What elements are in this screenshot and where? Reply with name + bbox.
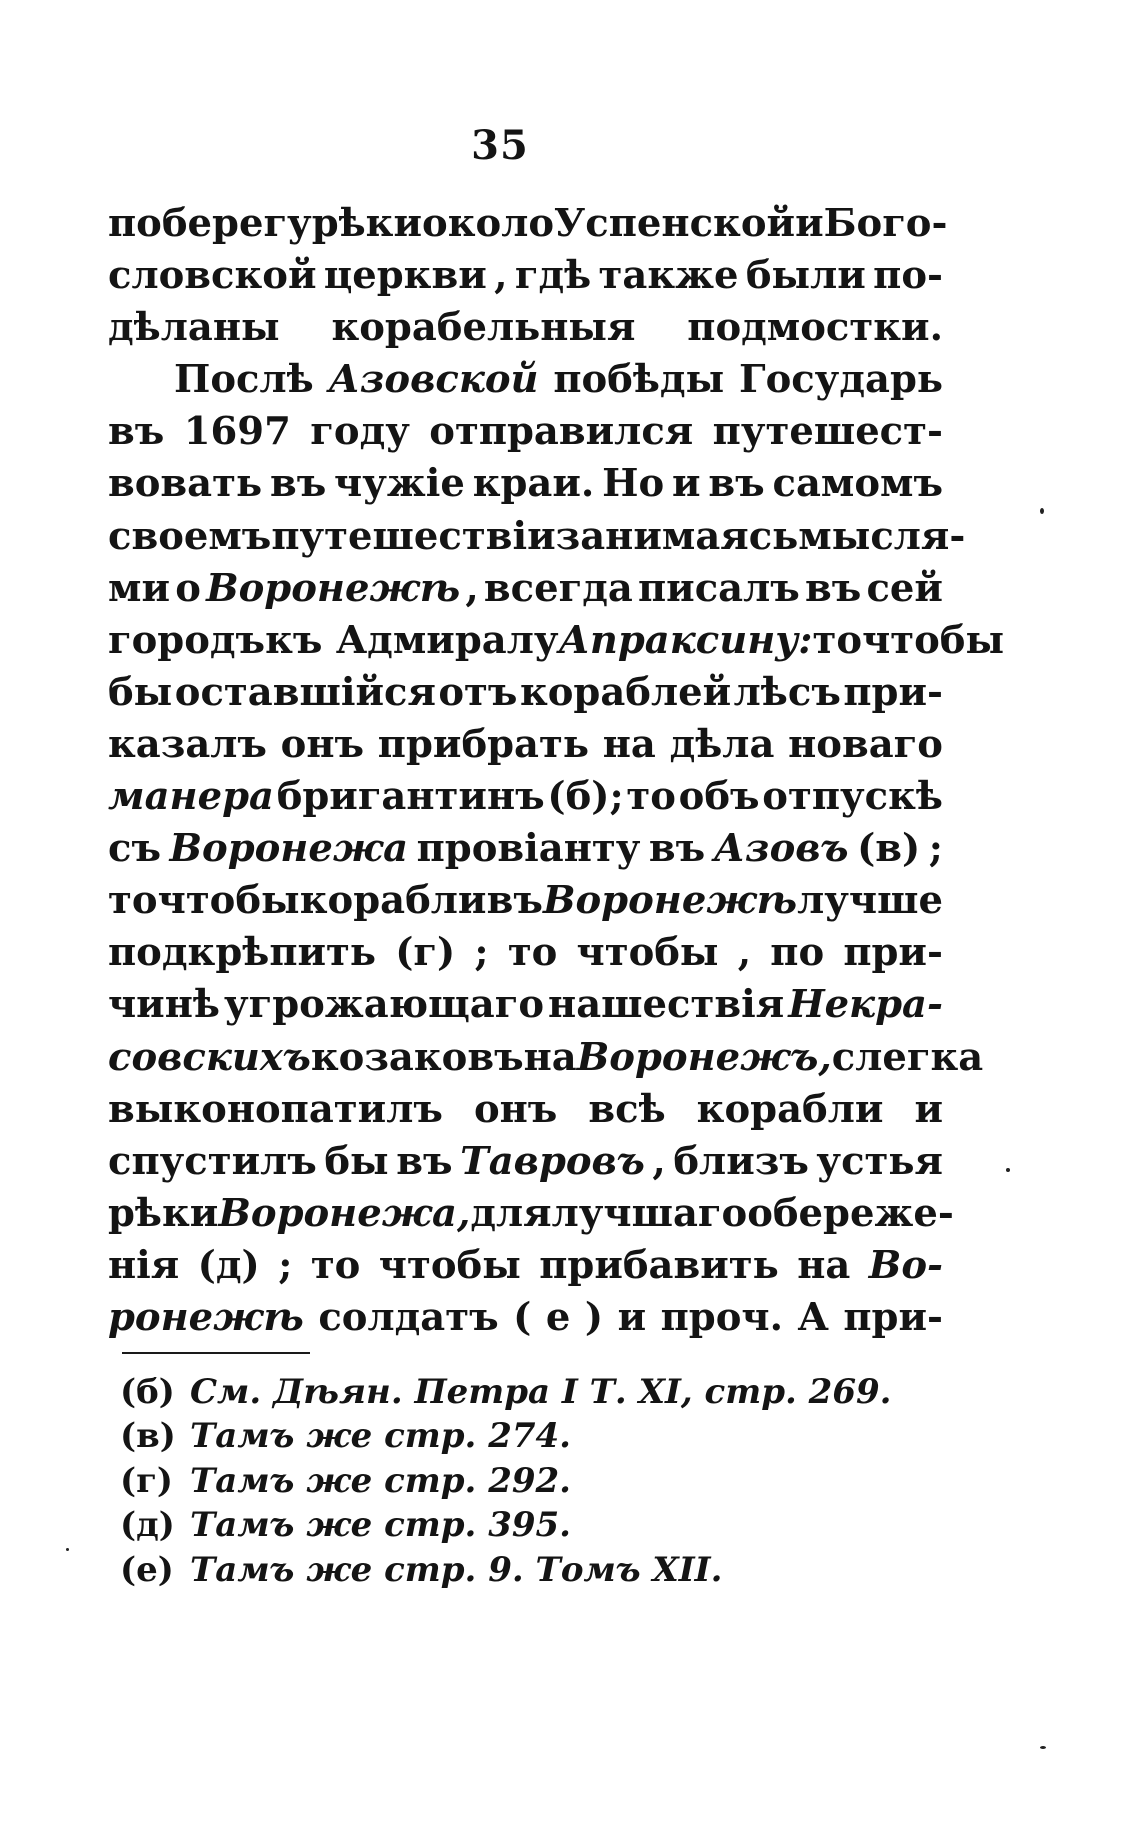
word: гдѣ: [514, 253, 592, 299]
word: въ: [486, 878, 543, 924]
text-line: [108, 1240, 943, 1292]
word: то: [812, 617, 863, 663]
word: Воронежа: [169, 826, 409, 872]
word: чинѣ: [108, 982, 220, 1028]
word: подмостки.: [687, 305, 943, 351]
word: вовать: [108, 461, 263, 507]
word: и: [914, 1086, 943, 1132]
word: путешествіи: [271, 513, 556, 559]
text-line: [108, 198, 948, 250]
word: е: [545, 1294, 571, 1340]
word: чтобы: [378, 1242, 521, 1288]
word: Тавровъ: [460, 1138, 645, 1184]
word: чужіе: [334, 461, 465, 507]
footnote-text: Тамъ же стр. 395.: [190, 1505, 572, 1546]
word: Воронежѣ: [542, 878, 798, 924]
word: солдатъ: [318, 1294, 499, 1340]
word: около: [422, 201, 555, 246]
word: то: [310, 1242, 361, 1288]
footnote-text: Тамъ же стр. 9. Томъ XII.: [190, 1549, 723, 1590]
word: словской: [108, 253, 317, 299]
word: (: [513, 1294, 532, 1340]
word: по: [108, 201, 162, 246]
word: путешест-: [712, 409, 943, 455]
word: сей: [866, 565, 943, 611]
word: ронежѣ: [108, 1294, 304, 1340]
word: лучшаго: [551, 1190, 748, 1236]
word: чтобы: [862, 617, 1005, 663]
text-line: [108, 1136, 943, 1188]
word: бы: [108, 669, 173, 715]
word: провіанту: [416, 826, 641, 872]
word: Азовъ: [713, 826, 849, 872]
text-line: [108, 927, 943, 979]
word: ;: [928, 826, 943, 872]
word: краи.: [472, 461, 595, 507]
footnote-mark: (г): [120, 1460, 174, 1501]
word: о: [175, 565, 201, 611]
word: чтобы: [157, 878, 300, 924]
text-line: [108, 250, 943, 302]
word: Воронежа,: [218, 1190, 471, 1236]
word: всегда: [483, 565, 633, 611]
word: устья: [816, 1138, 943, 1184]
word: Во-: [868, 1242, 943, 1288]
word: побѣды: [553, 357, 725, 403]
word: ;: [278, 1242, 293, 1288]
word: Апраксину:: [558, 617, 813, 663]
word: А: [797, 1294, 829, 1340]
scan-speck: [1040, 508, 1044, 514]
word: 1697: [183, 409, 291, 455]
word: въ: [396, 1138, 453, 1184]
word: при-: [843, 1294, 943, 1340]
footnote: [120, 1414, 950, 1458]
word: въ: [648, 826, 706, 872]
word: нашествія: [548, 982, 785, 1028]
word: слегка: [831, 1034, 984, 1080]
word: городъ: [108, 617, 266, 663]
word: то: [507, 930, 558, 976]
word: дѣла: [669, 721, 775, 767]
page-number: 35: [471, 122, 529, 169]
word: дѣланы: [108, 305, 280, 351]
word: Государь: [738, 357, 943, 403]
word: и: [795, 201, 824, 246]
word: (в): [857, 826, 921, 872]
word: году: [310, 409, 410, 455]
word: совскихъ: [108, 1034, 311, 1080]
word: своемъ: [108, 513, 272, 559]
word: бригантинъ: [276, 774, 545, 820]
word: ,: [652, 1138, 666, 1184]
word: по-: [873, 253, 943, 299]
footnote-text: Тамъ же стр. 292.: [190, 1460, 572, 1501]
word: онъ: [280, 721, 365, 767]
word: были: [745, 253, 866, 299]
text-line: [108, 823, 943, 875]
footnote-mark: (д): [120, 1505, 175, 1546]
word: съ: [108, 826, 161, 872]
word: ,: [737, 930, 752, 976]
word: то: [108, 878, 158, 924]
footnotes: [120, 1370, 950, 1592]
word: по: [770, 930, 825, 976]
text-line: [108, 563, 943, 615]
word: новаго: [788, 721, 943, 767]
text-line: [108, 354, 943, 406]
word: въ: [708, 461, 765, 507]
footnote: [120, 1503, 950, 1547]
footnote-mark: (в): [120, 1416, 176, 1457]
word: лѣсъ: [733, 669, 841, 715]
text-line: [108, 511, 966, 563]
text-line: [108, 1032, 984, 1084]
word: прибрать: [377, 721, 589, 767]
word: при-: [843, 669, 943, 715]
word: онъ: [473, 1086, 558, 1132]
word: при-: [843, 930, 943, 976]
word: отправился: [429, 409, 694, 455]
word: козаковъ: [310, 1034, 524, 1080]
word: обереже-: [747, 1190, 954, 1236]
word: объ: [678, 774, 760, 820]
text-line: [108, 1292, 943, 1344]
word: на: [523, 1034, 577, 1080]
word: лучше: [797, 878, 943, 924]
word: Но: [602, 461, 665, 507]
footnote-mark: (е): [120, 1549, 174, 1590]
word: проч.: [660, 1294, 783, 1340]
word: церкви: [323, 253, 487, 299]
word: Успенской: [554, 201, 796, 246]
word: корабельныя: [331, 305, 636, 351]
text-line: [108, 406, 943, 458]
word: въ: [805, 565, 862, 611]
footnote: [120, 1548, 950, 1592]
word: ,: [494, 253, 508, 299]
word: Воронежѣ: [206, 565, 461, 611]
footnote: [120, 1459, 950, 1503]
text-line: [108, 875, 943, 927]
footnote-mark: (б): [120, 1372, 175, 1412]
body-text: [108, 198, 1005, 1344]
word: спустилъ: [108, 1138, 317, 1184]
text-line: [108, 667, 943, 719]
word: то: [626, 774, 676, 820]
word: на: [797, 1242, 851, 1288]
word: занимаясь: [555, 513, 799, 559]
word: Бого-: [823, 201, 948, 246]
word: въ: [269, 461, 327, 507]
word: ,: [465, 565, 479, 611]
scan-speck: [66, 1548, 69, 1551]
word: близъ: [673, 1138, 809, 1184]
footnote-text: Тамъ же стр. 274.: [190, 1416, 572, 1457]
word: отпускѣ: [762, 774, 943, 820]
word: отъ: [438, 669, 518, 715]
word: ми: [108, 565, 170, 611]
word: мысля-: [798, 513, 966, 559]
word: ): [584, 1294, 604, 1340]
word: выконопатилъ: [108, 1086, 443, 1132]
word: на: [602, 721, 656, 767]
word: чтобы: [576, 930, 719, 976]
footnote-rule: [122, 1352, 310, 1354]
word: къ Адмиралу: [265, 617, 559, 663]
word: въ: [108, 409, 165, 455]
word: Азовской: [328, 357, 539, 403]
text-line: [108, 458, 943, 510]
word: оставшійся: [174, 669, 436, 715]
word: и: [617, 1294, 647, 1340]
scan-speck: [1006, 1168, 1010, 1172]
word: и: [672, 461, 701, 507]
word: берегу: [161, 201, 312, 246]
word: нія: [108, 1242, 180, 1288]
text-line: [108, 719, 943, 771]
word: всѣ: [588, 1086, 666, 1132]
word: корабли: [299, 878, 487, 924]
word: корабли: [696, 1086, 884, 1132]
word: бы: [324, 1138, 389, 1184]
scan-speck: [1040, 1746, 1046, 1749]
text-line: [108, 615, 1005, 667]
footnote: [120, 1370, 950, 1414]
word: также: [598, 253, 739, 299]
word: (д): [197, 1242, 260, 1288]
text-line: [108, 302, 943, 354]
word: Послѣ: [174, 357, 314, 403]
word: ;: [474, 930, 489, 976]
word: угрожающаго: [224, 982, 545, 1028]
word: рѣки: [108, 1190, 219, 1236]
word: Воронежъ,: [576, 1034, 832, 1080]
text-line: [108, 979, 943, 1031]
word: самомъ: [772, 461, 943, 507]
word: для: [470, 1190, 552, 1236]
word: Некра-: [788, 982, 943, 1028]
text-line: [108, 1188, 954, 1240]
word: (б);: [547, 774, 624, 820]
word: манера: [108, 774, 274, 820]
word: писалъ: [638, 565, 800, 611]
word: рѣки: [311, 201, 423, 246]
text-line: [108, 1084, 943, 1136]
word: подкрѣпить: [108, 930, 377, 976]
footnote-text: См. Дѣян. Петра I Т. XI, стр. 269.: [190, 1372, 892, 1412]
word: казалъ: [108, 721, 267, 767]
word: (г): [395, 930, 456, 976]
word: прибавить: [539, 1242, 779, 1288]
word: кораблей: [519, 669, 732, 715]
text-line: [108, 771, 943, 823]
